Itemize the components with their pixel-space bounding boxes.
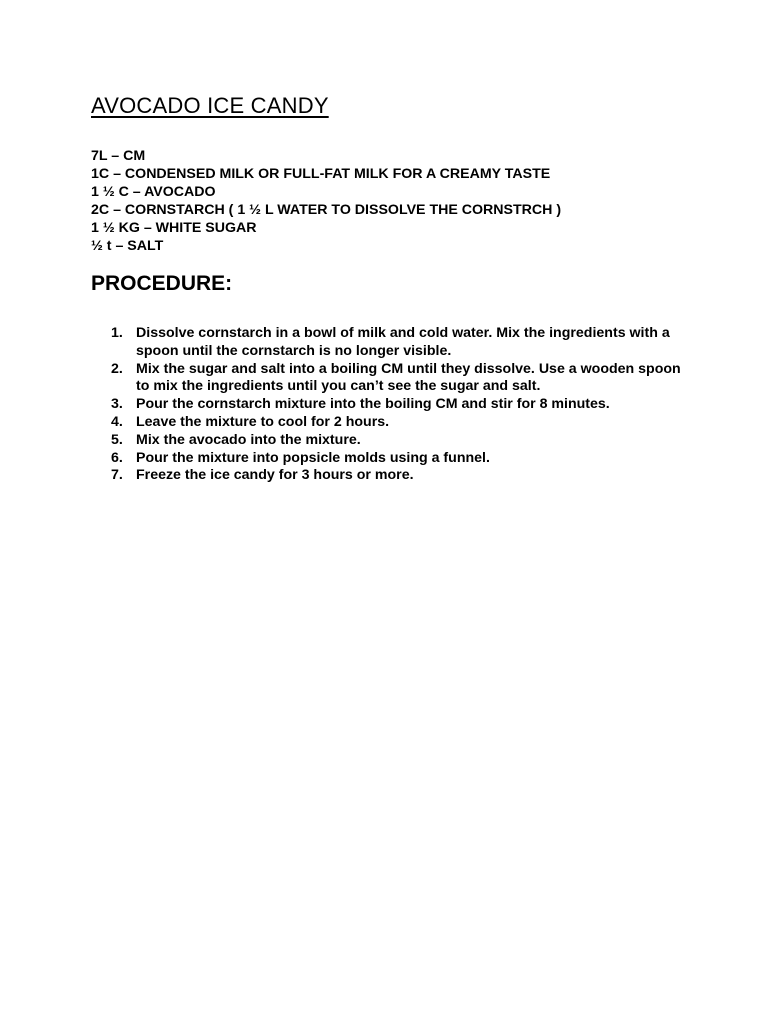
step-number: 1. <box>111 325 123 341</box>
step-number: 4. <box>111 413 123 430</box>
procedure-heading: PROCEDURE: <box>91 272 233 295</box>
step-text: Pour the cornstarch mixture into the boiling CM and stir for 8 minutes. <box>136 396 610 413</box>
step-number: 3. <box>111 396 123 413</box>
procedure-step <box>91 432 691 450</box>
step-text: Freeze the ice candy for 3 hours or more. <box>136 467 414 484</box>
ingredient-item: 1 ½ KG – WHITE SUGAR <box>91 220 257 236</box>
procedure-step <box>91 467 691 485</box>
step-number: 7. <box>111 467 123 484</box>
procedure-step <box>91 396 691 414</box>
step-text: Mix the avocado into the mixture. <box>136 431 361 448</box>
step-text: Dissolve cornstarch in a bowl of milk and cold water. Mix the ingredients with a spoon until the cornstarch is no longer visible. <box>136 325 670 359</box>
ingredient-item: ½ t – SALT <box>91 238 164 254</box>
ingredient-item: 1C – CONDENSED MILK OR FULL-FAT MILK FOR A CREAMY TASTE <box>91 166 551 182</box>
ingredient-item: 2C – CORNSTARCH ( 1 ½ L WATER TO DISSOLVE THE CORNSTRCH ) <box>91 202 562 218</box>
step-number: 2. <box>111 360 123 377</box>
step-text: Pour the mixture into popsicle molds using a funnel. <box>136 449 490 466</box>
step-number: 5. <box>111 431 123 448</box>
procedure-step <box>91 414 691 432</box>
ingredients-list <box>91 147 561 255</box>
ingredient-item: 7L – CM <box>91 148 146 164</box>
step-text: Mix the sugar and salt into a boiling CM until they dissolve. Use a wooden spoon to mix the ingredients until you can’t see the sugar and salt. <box>136 360 681 395</box>
procedure-step <box>91 450 691 468</box>
procedure-step <box>91 361 691 397</box>
step-text: Leave the mixture to cool for 2 hours. <box>136 413 390 430</box>
step-number: 6. <box>111 449 123 466</box>
ingredient-item: 1 ½ C – AVOCADO <box>91 184 216 200</box>
procedure-steps-list <box>91 325 691 485</box>
procedure-step <box>91 325 691 361</box>
document-title: AVOCADO ICE CANDY <box>91 93 329 118</box>
